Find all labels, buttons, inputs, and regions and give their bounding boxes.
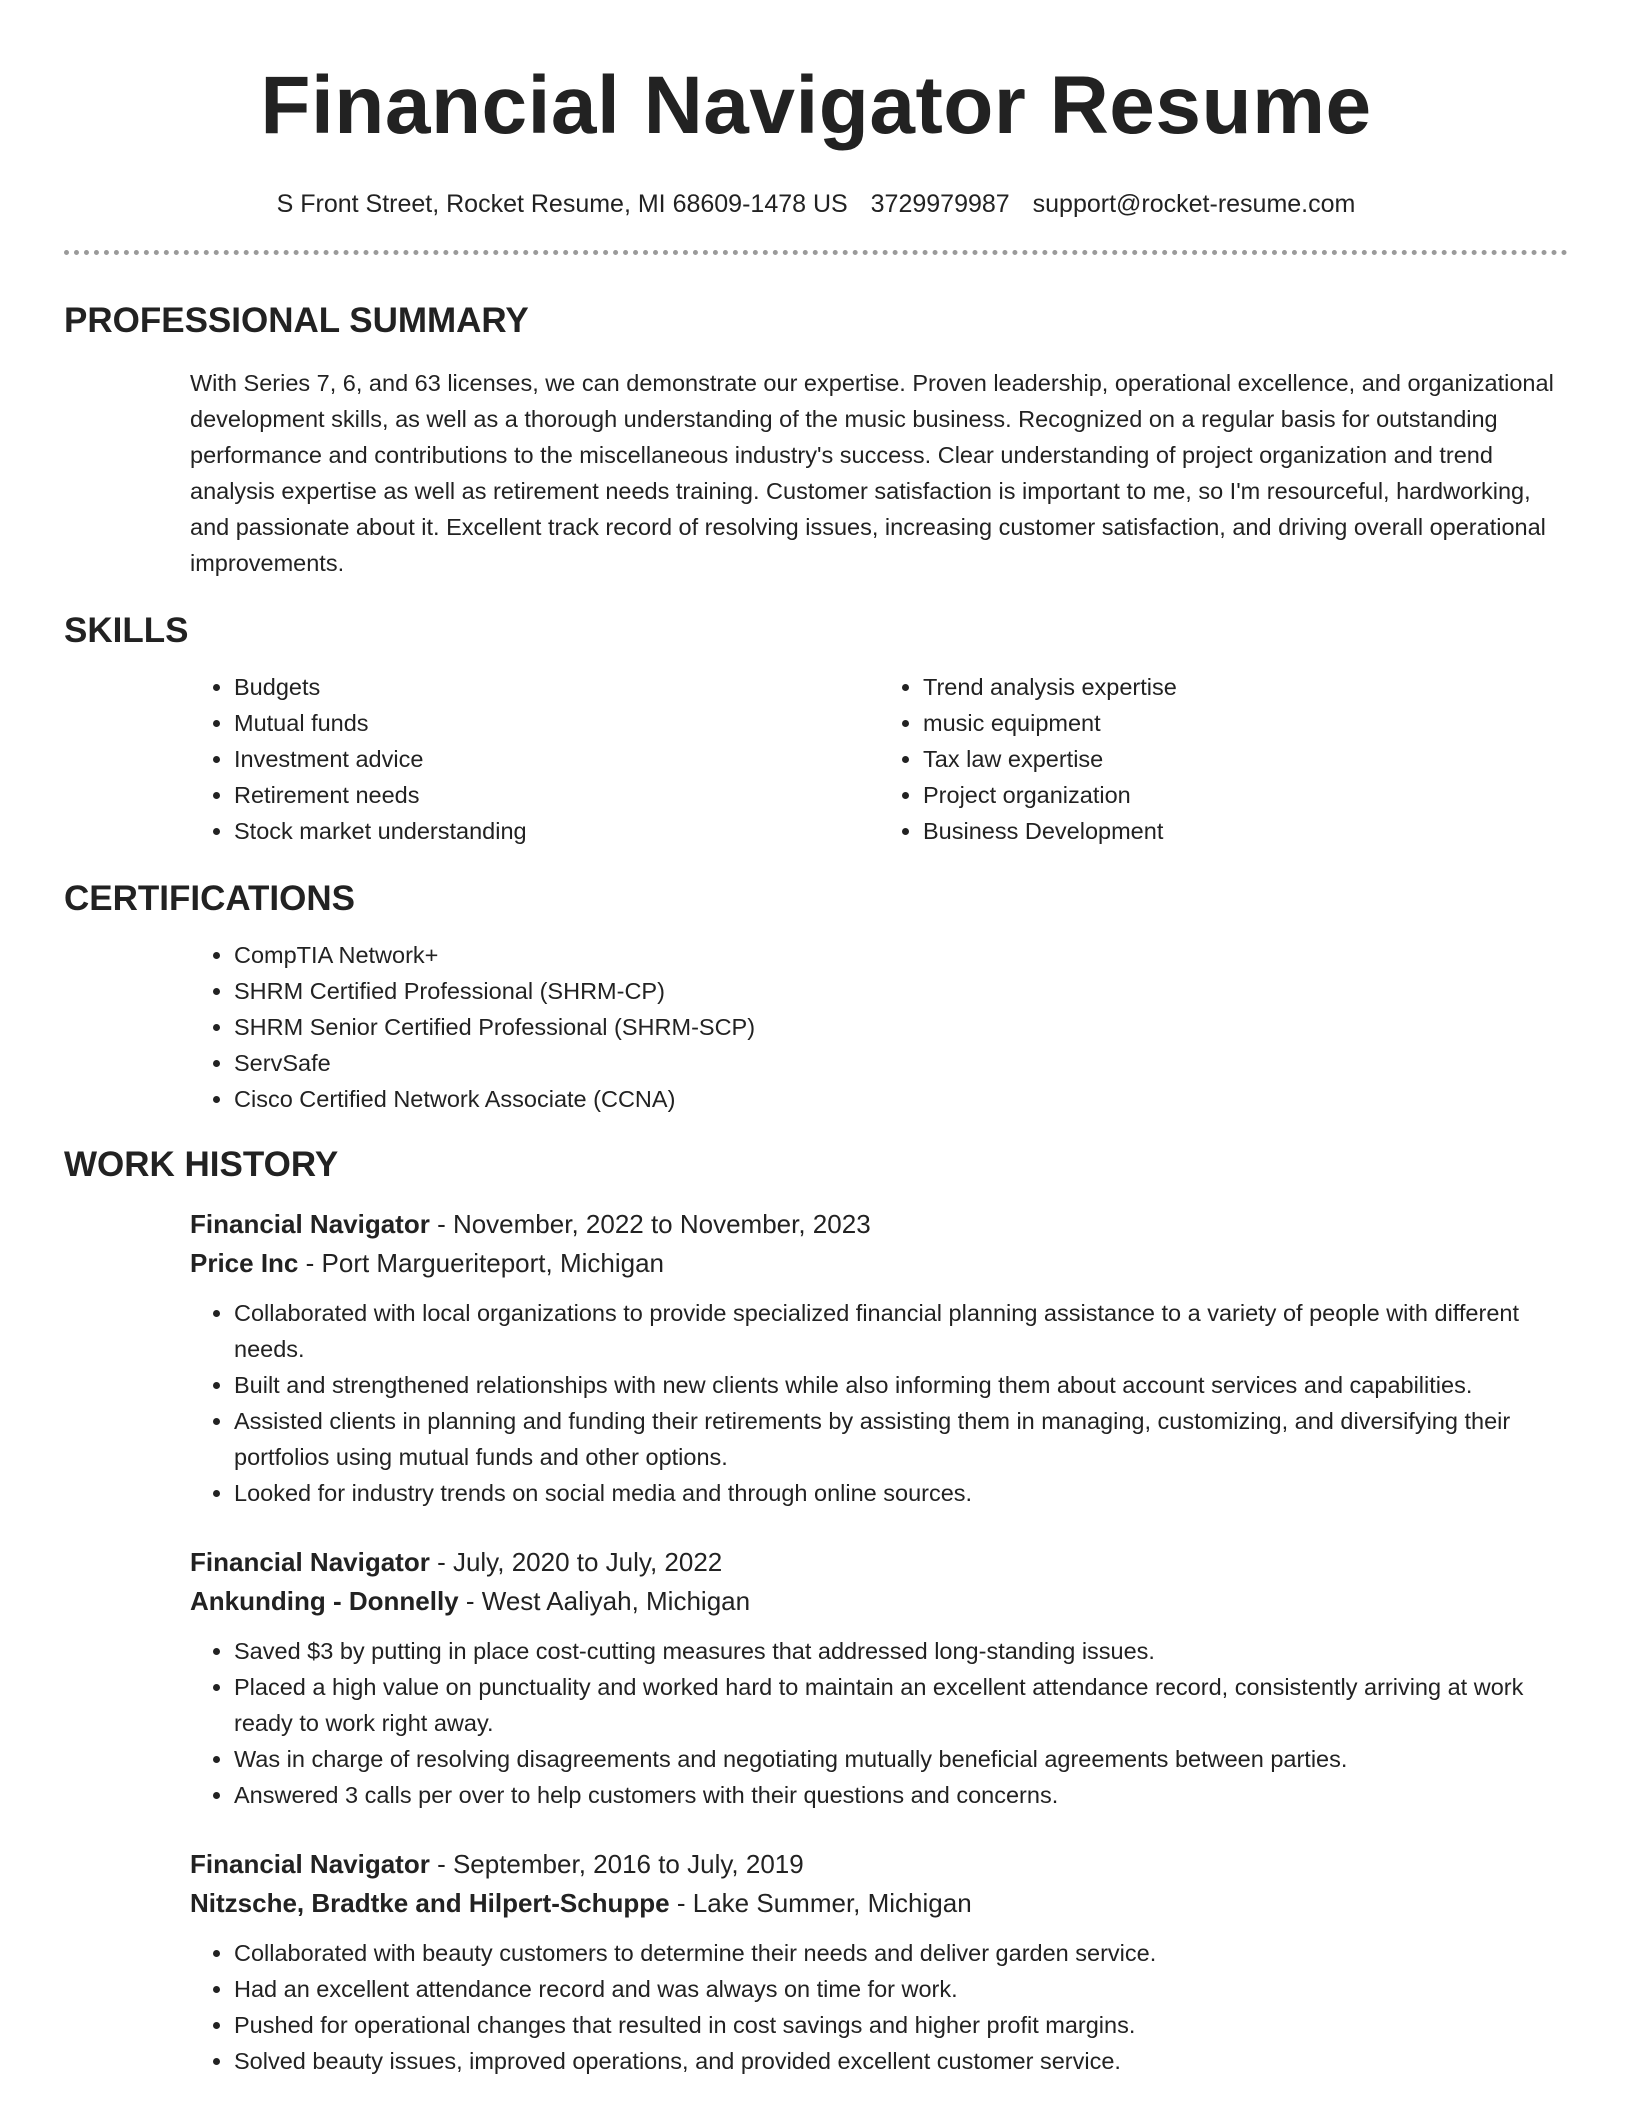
skill-item: • Project organization bbox=[923, 777, 1568, 813]
job-location: - Port Margueriteport, Michigan bbox=[298, 1248, 664, 1278]
skills-column-left bbox=[190, 669, 879, 849]
job-company-line bbox=[190, 1884, 1568, 1923]
job-bullet: • Assisted clients in planning and funding their retirements by assisting them in managing, customizing, and diversifying their portfolios using mutual funds and other options. bbox=[234, 1403, 1568, 1475]
job-bullet: • Was in charge of resolving disagreements and negotiating mutually beneficial agreements between parties. bbox=[234, 1741, 1568, 1777]
skill-item: • Investment advice bbox=[234, 741, 879, 777]
skill-item: • Business Development bbox=[923, 813, 1568, 849]
job-bullet: • Pushed for operational changes that resulted in cost savings and higher profit margins. bbox=[234, 2007, 1568, 2043]
job-bullet: • Built and strengthened relationships with new clients while also informing them about account services and capabilities. bbox=[234, 1367, 1568, 1403]
job-bullet: • Collaborated with local organizations to provide specialized financial planning assistance to a variety of people with different needs. bbox=[234, 1295, 1568, 1367]
skill-item: • Retirement needs bbox=[234, 777, 879, 813]
certification-item: • SHRM Certified Professional (SHRM-CP) bbox=[234, 973, 1568, 1009]
job-bullet: • Looked for industry trends on social media and through online sources. bbox=[234, 1475, 1568, 1511]
skills-heading: SKILLS bbox=[64, 611, 189, 650]
certification-item: • ServSafe bbox=[234, 1045, 1568, 1081]
job-role: Financial Navigator bbox=[190, 1209, 430, 1239]
job-bullet: • Answered 3 calls per over to help customers with their questions and concerns. bbox=[234, 1777, 1568, 1813]
job-company: Nitzsche, Bradtke and Hilpert-Schuppe bbox=[190, 1888, 670, 1918]
job-role-line bbox=[190, 1543, 1568, 1582]
job-role-line bbox=[190, 1845, 1568, 1884]
job-bullet: • Collaborated with beauty customers to determine their needs and deliver garden service. bbox=[234, 1935, 1568, 1971]
job-entry bbox=[190, 1205, 1568, 1511]
certifications-heading: CERTIFICATIONS bbox=[64, 879, 356, 918]
skill-item: • music equipment bbox=[923, 705, 1568, 741]
job-bullets bbox=[190, 1633, 1568, 1813]
job-bullet: • Had an excellent attendance record and was always on time for work. bbox=[234, 1971, 1568, 2007]
contact-line bbox=[64, 186, 1568, 222]
header-divider bbox=[64, 250, 1568, 255]
job-bullet: • Saved $3 by putting in place cost-cutting measures that addressed long-standing issues. bbox=[234, 1633, 1568, 1669]
job-bullets bbox=[190, 1295, 1568, 1511]
job-dates: - September, 2016 to July, 2019 bbox=[429, 1849, 804, 1879]
skill-item: • Mutual funds bbox=[234, 705, 879, 741]
job-dates: - July, 2020 to July, 2022 bbox=[429, 1547, 723, 1577]
job-location: - Lake Summer, Michigan bbox=[669, 1888, 972, 1918]
job-dates: - November, 2022 to November, 2023 bbox=[429, 1209, 871, 1239]
job-bullets bbox=[190, 1935, 1568, 2079]
work-history-heading: WORK HISTORY bbox=[64, 1145, 339, 1184]
skill-item: • Stock market understanding bbox=[234, 813, 879, 849]
summary-heading: PROFESSIONAL SUMMARY bbox=[64, 301, 529, 340]
skills-list bbox=[190, 669, 1568, 849]
skill-item: • Budgets bbox=[234, 669, 879, 705]
job-company-line bbox=[190, 1244, 1568, 1283]
job-entry bbox=[190, 1543, 1568, 1813]
resume-title: Financial Navigator Resume bbox=[260, 60, 1372, 151]
certification-item: • SHRM Senior Certified Professional (SHRM-SCP) bbox=[234, 1009, 1568, 1045]
job-company: Price Inc bbox=[190, 1248, 299, 1278]
certifications-list bbox=[190, 937, 1568, 1117]
certification-item: • Cisco Certified Network Associate (CCNA) bbox=[234, 1081, 1568, 1117]
job-bullet: • Placed a high value on punctuality and worked hard to maintain an excellent attendance record, consistently arriving at work ready to work right away. bbox=[234, 1669, 1568, 1741]
skill-item: • Trend analysis expertise bbox=[923, 669, 1568, 705]
job-role-line bbox=[190, 1205, 1568, 1244]
job-location: - West Aaliyah, Michigan bbox=[458, 1586, 751, 1616]
contact-phone: 3729979987 bbox=[870, 190, 1010, 218]
job-company: Ankunding - Donnelly bbox=[190, 1586, 459, 1616]
job-company-line bbox=[190, 1582, 1568, 1621]
contact-address: S Front Street, Rocket Resume, MI 68609-1478 US bbox=[276, 190, 848, 218]
job-bullet: • Solved beauty issues, improved operations, and provided excellent customer service. bbox=[234, 2043, 1568, 2079]
job-entry bbox=[190, 1845, 1568, 2079]
skills-column-right bbox=[879, 669, 1568, 849]
skill-item: • Tax law expertise bbox=[923, 741, 1568, 777]
summary-text: With Series 7, 6, and 63 licenses, we can demonstrate our expertise. Proven leadership, operational excellence, and organizational development skills, as well as a thorough understanding of the music business. Recognized on a regular basis for outstanding performance and contributions to the miscellaneous industry's success. Clear understanding of project organization and trend analysis expertise as well as retirement needs training. Customer satisfaction is important to me, so I'm resourceful, hardworking, and passionate about it. Excellent track record of resolving issues, increasing customer satisfaction, and driving overall operational improvements. bbox=[190, 370, 1554, 576]
contact-email: support@rocket-resume.com bbox=[1032, 190, 1356, 218]
job-role: Financial Navigator bbox=[190, 1849, 430, 1879]
job-role: Financial Navigator bbox=[190, 1547, 430, 1577]
certification-item: • CompTIA Network+ bbox=[234, 937, 1568, 973]
